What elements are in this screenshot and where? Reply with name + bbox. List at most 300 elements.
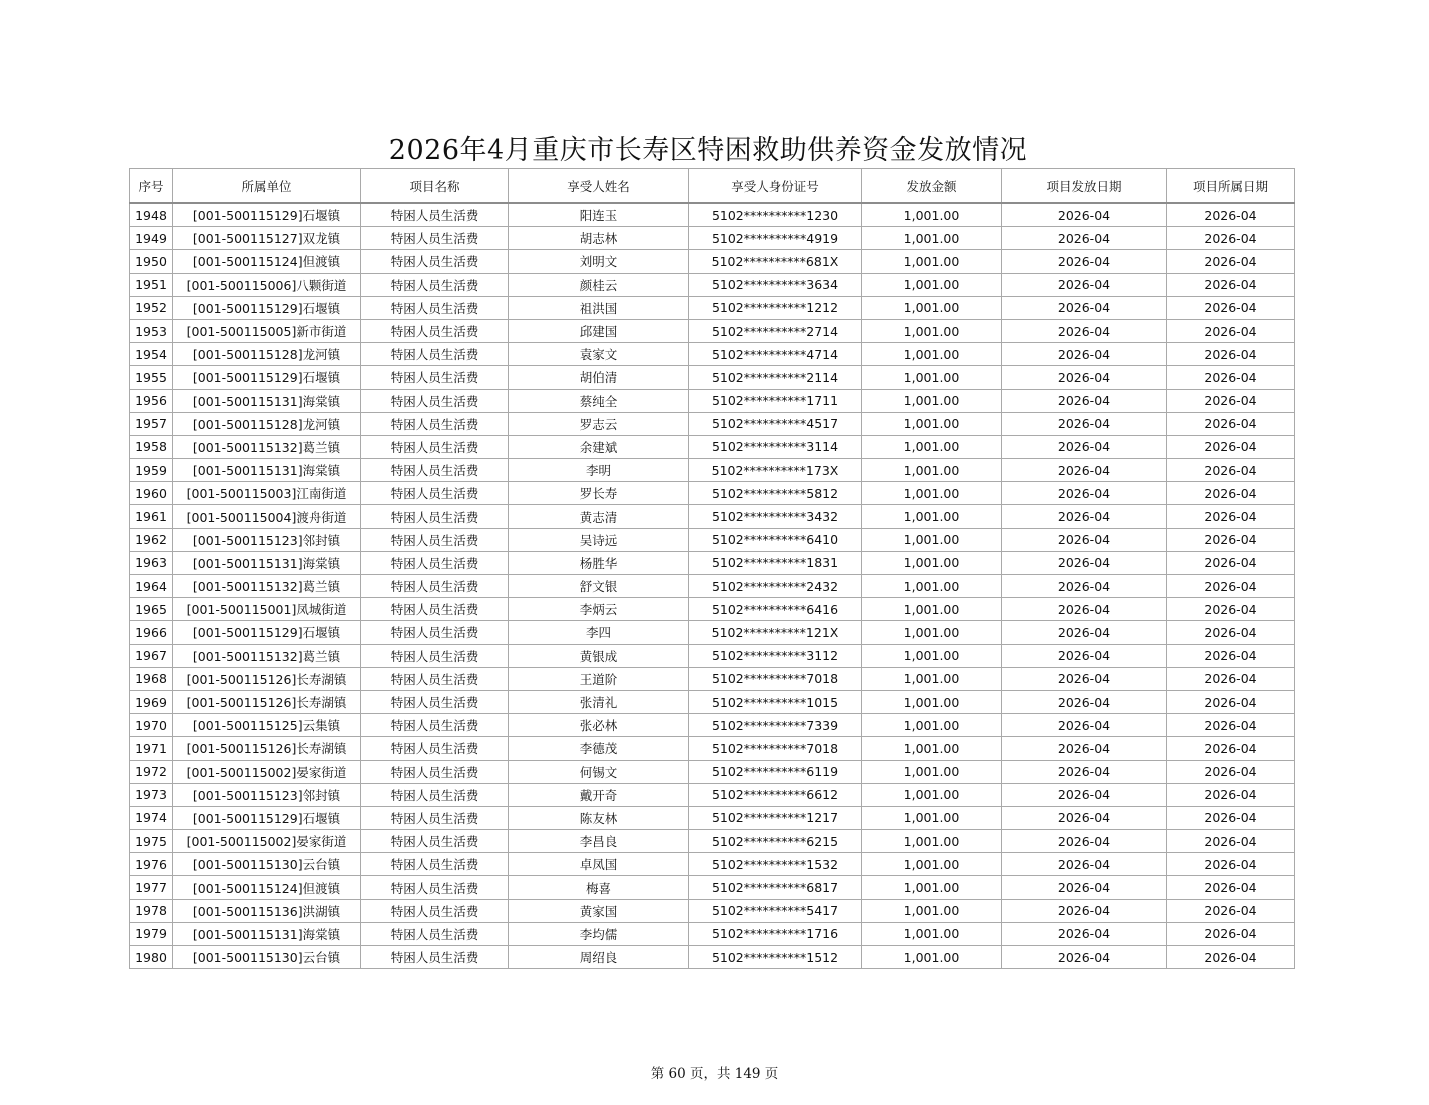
cell-amount: 1,001.00	[862, 853, 1002, 876]
cell-project: 特困人员生活费	[361, 528, 509, 551]
cell-unit: [001-500115131]海棠镇	[173, 389, 361, 412]
column-header-id-number: 享受人身份证号	[689, 169, 862, 204]
cell-period: 2026-04	[1167, 783, 1295, 806]
cell-project: 特困人员生活费	[361, 783, 509, 806]
cell-period: 2026-04	[1167, 946, 1295, 969]
cell-unit: [001-500115123]邻封镇	[173, 528, 361, 551]
cell-issue-date: 2026-04	[1002, 412, 1167, 435]
cell-issue-date: 2026-04	[1002, 296, 1167, 319]
table-row	[130, 830, 1295, 853]
cell-amount: 1,001.00	[862, 389, 1002, 412]
cell-amount: 1,001.00	[862, 621, 1002, 644]
page-number-footer: 第 60 页，共 149 页	[650, 1066, 779, 1082]
cell-name: 黄银成	[509, 644, 689, 667]
cell-period: 2026-04	[1167, 273, 1295, 296]
cell-id-number: 5102**********1230	[689, 203, 862, 227]
cell-unit: [001-500115004]渡舟街道	[173, 505, 361, 528]
cell-index: 1971	[130, 737, 173, 760]
cell-issue-date: 2026-04	[1002, 505, 1167, 528]
cell-issue-date: 2026-04	[1002, 737, 1167, 760]
cell-period: 2026-04	[1167, 621, 1295, 644]
cell-unit: [001-500115129]石堰镇	[173, 203, 361, 227]
table-row	[130, 667, 1295, 690]
cell-index: 1978	[130, 899, 173, 922]
table-row	[130, 389, 1295, 412]
table-row	[130, 203, 1295, 227]
cell-issue-date: 2026-04	[1002, 644, 1167, 667]
cell-unit: [001-500115003]江南街道	[173, 482, 361, 505]
cell-issue-date: 2026-04	[1002, 621, 1167, 644]
cell-unit: [001-500115127]双龙镇	[173, 227, 361, 250]
cell-project: 特困人员生活费	[361, 482, 509, 505]
cell-id-number: 5102**********3432	[689, 505, 862, 528]
cell-project: 特困人员生活费	[361, 667, 509, 690]
cell-name: 王道阶	[509, 667, 689, 690]
cell-name: 李均儒	[509, 922, 689, 945]
cell-unit: [001-500115128]龙河镇	[173, 343, 361, 366]
cell-index: 1957	[130, 412, 173, 435]
cell-name: 李四	[509, 621, 689, 644]
cell-id-number: 5102**********1532	[689, 853, 862, 876]
cell-project: 特困人员生活费	[361, 806, 509, 829]
cell-unit: [001-500115002]晏家街道	[173, 830, 361, 853]
payment-table	[129, 168, 1295, 969]
cell-unit: [001-500115129]石堰镇	[173, 621, 361, 644]
cell-amount: 1,001.00	[862, 667, 1002, 690]
cell-index: 1970	[130, 714, 173, 737]
cell-issue-date: 2026-04	[1002, 343, 1167, 366]
cell-index: 1955	[130, 366, 173, 389]
table-row	[130, 435, 1295, 458]
cell-amount: 1,001.00	[862, 714, 1002, 737]
cell-project: 特困人员生活费	[361, 435, 509, 458]
cell-name: 张必林	[509, 714, 689, 737]
cell-id-number: 5102**********1217	[689, 806, 862, 829]
cell-amount: 1,001.00	[862, 319, 1002, 342]
cell-amount: 1,001.00	[862, 227, 1002, 250]
cell-unit: [001-500115126]长寿湖镇	[173, 690, 361, 713]
cell-project: 特困人员生活费	[361, 737, 509, 760]
cell-unit: [001-500115124]但渡镇	[173, 250, 361, 273]
cell-issue-date: 2026-04	[1002, 760, 1167, 783]
table-row	[130, 621, 1295, 644]
cell-amount: 1,001.00	[862, 203, 1002, 227]
cell-amount: 1,001.00	[862, 922, 1002, 945]
cell-period: 2026-04	[1167, 250, 1295, 273]
cell-name: 祖洪国	[509, 296, 689, 319]
cell-unit: [001-500115132]葛兰镇	[173, 644, 361, 667]
cell-period: 2026-04	[1167, 690, 1295, 713]
cell-name: 罗志云	[509, 412, 689, 435]
cell-id-number: 5102**********1711	[689, 389, 862, 412]
cell-project: 特困人员生活费	[361, 621, 509, 644]
cell-issue-date: 2026-04	[1002, 714, 1167, 737]
cell-name: 梅喜	[509, 876, 689, 899]
cell-issue-date: 2026-04	[1002, 806, 1167, 829]
cell-period: 2026-04	[1167, 853, 1295, 876]
cell-project: 特困人员生活费	[361, 459, 509, 482]
cell-index: 1958	[130, 435, 173, 458]
cell-name: 舒文银	[509, 575, 689, 598]
cell-unit: [001-500115002]晏家街道	[173, 760, 361, 783]
page-title: 2026年4月重庆市长寿区特困救助供养资金发放情况	[388, 135, 1028, 166]
cell-id-number: 5102**********2714	[689, 319, 862, 342]
cell-project: 特困人员生活费	[361, 366, 509, 389]
cell-amount: 1,001.00	[862, 435, 1002, 458]
cell-id-number: 5102**********2114	[689, 366, 862, 389]
cell-id-number: 5102**********7018	[689, 737, 862, 760]
cell-period: 2026-04	[1167, 343, 1295, 366]
cell-name: 余建斌	[509, 435, 689, 458]
cell-name: 卓凤国	[509, 853, 689, 876]
cell-amount: 1,001.00	[862, 760, 1002, 783]
cell-period: 2026-04	[1167, 644, 1295, 667]
cell-id-number: 5102**********681X	[689, 250, 862, 273]
cell-project: 特困人员生活费	[361, 922, 509, 945]
cell-period: 2026-04	[1167, 551, 1295, 574]
cell-amount: 1,001.00	[862, 343, 1002, 366]
cell-unit: [001-500115129]石堰镇	[173, 366, 361, 389]
column-header-unit: 所属单位	[173, 169, 361, 204]
cell-name: 李昌良	[509, 830, 689, 853]
cell-issue-date: 2026-04	[1002, 389, 1167, 412]
table-row	[130, 806, 1295, 829]
cell-period: 2026-04	[1167, 203, 1295, 227]
cell-index: 1967	[130, 644, 173, 667]
cell-period: 2026-04	[1167, 389, 1295, 412]
cell-index: 1952	[130, 296, 173, 319]
header-row	[130, 169, 1295, 204]
table-row	[130, 598, 1295, 621]
cell-name: 阳连玉	[509, 203, 689, 227]
cell-unit: [001-500115005]新市街道	[173, 319, 361, 342]
column-header-name: 享受人姓名	[509, 169, 689, 204]
column-header-project: 项目名称	[361, 169, 509, 204]
cell-index: 1949	[130, 227, 173, 250]
cell-name: 陈友林	[509, 806, 689, 829]
cell-period: 2026-04	[1167, 598, 1295, 621]
table-row	[130, 250, 1295, 273]
cell-issue-date: 2026-04	[1002, 667, 1167, 690]
cell-id-number: 5102**********6817	[689, 876, 862, 899]
table-row	[130, 412, 1295, 435]
cell-period: 2026-04	[1167, 922, 1295, 945]
cell-issue-date: 2026-04	[1002, 598, 1167, 621]
cell-period: 2026-04	[1167, 296, 1295, 319]
cell-index: 1965	[130, 598, 173, 621]
cell-amount: 1,001.00	[862, 876, 1002, 899]
cell-index: 1972	[130, 760, 173, 783]
cell-id-number: 5102**********173X	[689, 459, 862, 482]
cell-unit: [001-500115123]邻封镇	[173, 783, 361, 806]
table-row	[130, 760, 1295, 783]
cell-unit: [001-500115130]云台镇	[173, 853, 361, 876]
table-row	[130, 714, 1295, 737]
cell-project: 特困人员生活费	[361, 389, 509, 412]
cell-amount: 1,001.00	[862, 690, 1002, 713]
column-header-issue-date: 项目发放日期	[1002, 169, 1167, 204]
cell-amount: 1,001.00	[862, 296, 1002, 319]
cell-index: 1968	[130, 667, 173, 690]
column-header-amount: 发放金额	[862, 169, 1002, 204]
cell-index: 1960	[130, 482, 173, 505]
cell-amount: 1,001.00	[862, 482, 1002, 505]
cell-id-number: 5102**********6612	[689, 783, 862, 806]
cell-amount: 1,001.00	[862, 946, 1002, 969]
cell-index: 1976	[130, 853, 173, 876]
table-row	[130, 899, 1295, 922]
table-row	[130, 459, 1295, 482]
cell-name: 黄志清	[509, 505, 689, 528]
column-header-index: 序号	[130, 169, 173, 204]
table-row	[130, 366, 1295, 389]
cell-period: 2026-04	[1167, 435, 1295, 458]
cell-name: 颜桂云	[509, 273, 689, 296]
cell-amount: 1,001.00	[862, 899, 1002, 922]
cell-project: 特困人员生活费	[361, 412, 509, 435]
cell-unit: [001-500115131]海棠镇	[173, 459, 361, 482]
cell-index: 1951	[130, 273, 173, 296]
cell-period: 2026-04	[1167, 459, 1295, 482]
table-row	[130, 783, 1295, 806]
cell-project: 特困人员生活费	[361, 296, 509, 319]
cell-issue-date: 2026-04	[1002, 435, 1167, 458]
cell-issue-date: 2026-04	[1002, 783, 1167, 806]
cell-unit: [001-500115001]凤城街道	[173, 598, 361, 621]
cell-unit: [001-500115136]洪湖镇	[173, 899, 361, 922]
cell-id-number: 5102**********2432	[689, 575, 862, 598]
cell-index: 1977	[130, 876, 173, 899]
cell-index: 1980	[130, 946, 173, 969]
table-row	[130, 227, 1295, 250]
cell-period: 2026-04	[1167, 366, 1295, 389]
cell-id-number: 5102**********6410	[689, 528, 862, 551]
cell-issue-date: 2026-04	[1002, 528, 1167, 551]
table-row	[130, 505, 1295, 528]
cell-amount: 1,001.00	[862, 644, 1002, 667]
cell-id-number: 5102**********121X	[689, 621, 862, 644]
table-row	[130, 343, 1295, 366]
cell-period: 2026-04	[1167, 876, 1295, 899]
cell-unit: [001-500115132]葛兰镇	[173, 575, 361, 598]
cell-name: 李德茂	[509, 737, 689, 760]
cell-project: 特困人员生活费	[361, 273, 509, 296]
cell-name: 张清礼	[509, 690, 689, 713]
cell-issue-date: 2026-04	[1002, 922, 1167, 945]
cell-project: 特困人员生活费	[361, 760, 509, 783]
cell-id-number: 5102**********3112	[689, 644, 862, 667]
cell-id-number: 5102**********1831	[689, 551, 862, 574]
cell-period: 2026-04	[1167, 714, 1295, 737]
table-row	[130, 876, 1295, 899]
cell-index: 1966	[130, 621, 173, 644]
cell-id-number: 5102**********3634	[689, 273, 862, 296]
cell-id-number: 5102**********6416	[689, 598, 862, 621]
cell-name: 戴开奇	[509, 783, 689, 806]
cell-amount: 1,001.00	[862, 737, 1002, 760]
cell-project: 特困人员生活费	[361, 227, 509, 250]
cell-id-number: 5102**********1212	[689, 296, 862, 319]
cell-project: 特困人员生活费	[361, 876, 509, 899]
cell-amount: 1,001.00	[862, 412, 1002, 435]
cell-name: 胡伯清	[509, 366, 689, 389]
cell-project: 特困人员生活费	[361, 690, 509, 713]
cell-id-number: 5102**********6215	[689, 830, 862, 853]
table-row	[130, 853, 1295, 876]
cell-id-number: 5102**********3114	[689, 435, 862, 458]
cell-period: 2026-04	[1167, 528, 1295, 551]
cell-issue-date: 2026-04	[1002, 203, 1167, 227]
cell-id-number: 5102**********4714	[689, 343, 862, 366]
cell-issue-date: 2026-04	[1002, 482, 1167, 505]
cell-issue-date: 2026-04	[1002, 876, 1167, 899]
cell-issue-date: 2026-04	[1002, 946, 1167, 969]
cell-name: 罗长寿	[509, 482, 689, 505]
cell-period: 2026-04	[1167, 575, 1295, 598]
cell-name: 何锡文	[509, 760, 689, 783]
cell-index: 1950	[130, 250, 173, 273]
cell-project: 特困人员生活费	[361, 714, 509, 737]
cell-index: 1961	[130, 505, 173, 528]
cell-index: 1954	[130, 343, 173, 366]
cell-project: 特困人员生活费	[361, 853, 509, 876]
cell-index: 1962	[130, 528, 173, 551]
cell-index: 1979	[130, 922, 173, 945]
cell-issue-date: 2026-04	[1002, 853, 1167, 876]
cell-issue-date: 2026-04	[1002, 250, 1167, 273]
cell-amount: 1,001.00	[862, 366, 1002, 389]
cell-index: 1963	[130, 551, 173, 574]
table-row	[130, 644, 1295, 667]
cell-project: 特困人员生活费	[361, 250, 509, 273]
cell-project: 特困人员生活费	[361, 946, 509, 969]
table-row	[130, 575, 1295, 598]
cell-issue-date: 2026-04	[1002, 459, 1167, 482]
cell-period: 2026-04	[1167, 806, 1295, 829]
cell-project: 特困人员生活费	[361, 343, 509, 366]
cell-name: 邱建国	[509, 319, 689, 342]
cell-amount: 1,001.00	[862, 783, 1002, 806]
table-row	[130, 946, 1295, 969]
cell-index: 1948	[130, 203, 173, 227]
cell-name: 李明	[509, 459, 689, 482]
cell-index: 1974	[130, 806, 173, 829]
cell-period: 2026-04	[1167, 319, 1295, 342]
cell-amount: 1,001.00	[862, 575, 1002, 598]
cell-project: 特困人员生活费	[361, 644, 509, 667]
cell-name: 吴诗远	[509, 528, 689, 551]
cell-name: 胡志林	[509, 227, 689, 250]
cell-unit: [001-500115126]长寿湖镇	[173, 667, 361, 690]
cell-index: 1973	[130, 783, 173, 806]
cell-index: 1969	[130, 690, 173, 713]
cell-index: 1956	[130, 389, 173, 412]
cell-project: 特困人员生活费	[361, 598, 509, 621]
cell-amount: 1,001.00	[862, 459, 1002, 482]
cell-id-number: 5102**********5812	[689, 482, 862, 505]
cell-name: 李炳云	[509, 598, 689, 621]
cell-project: 特困人员生活费	[361, 575, 509, 598]
table-row	[130, 690, 1295, 713]
cell-issue-date: 2026-04	[1002, 551, 1167, 574]
cell-id-number: 5102**********7339	[689, 714, 862, 737]
cell-id-number: 5102**********1716	[689, 922, 862, 945]
cell-project: 特困人员生活费	[361, 899, 509, 922]
cell-unit: [001-500115130]云台镇	[173, 946, 361, 969]
table-row	[130, 737, 1295, 760]
cell-issue-date: 2026-04	[1002, 830, 1167, 853]
cell-amount: 1,001.00	[862, 806, 1002, 829]
cell-amount: 1,001.00	[862, 273, 1002, 296]
cell-index: 1975	[130, 830, 173, 853]
cell-amount: 1,001.00	[862, 551, 1002, 574]
cell-unit: [001-500115006]八颗街道	[173, 273, 361, 296]
cell-project: 特困人员生活费	[361, 319, 509, 342]
cell-unit: [001-500115131]海棠镇	[173, 922, 361, 945]
cell-project: 特困人员生活费	[361, 830, 509, 853]
table-row	[130, 551, 1295, 574]
cell-issue-date: 2026-04	[1002, 319, 1167, 342]
cell-issue-date: 2026-04	[1002, 690, 1167, 713]
cell-period: 2026-04	[1167, 227, 1295, 250]
cell-period: 2026-04	[1167, 505, 1295, 528]
cell-unit: [001-500115129]石堰镇	[173, 296, 361, 319]
cell-issue-date: 2026-04	[1002, 273, 1167, 296]
cell-name: 蔡纯全	[509, 389, 689, 412]
cell-unit: [001-500115128]龙河镇	[173, 412, 361, 435]
cell-issue-date: 2026-04	[1002, 227, 1167, 250]
cell-amount: 1,001.00	[862, 598, 1002, 621]
cell-period: 2026-04	[1167, 899, 1295, 922]
cell-unit: [001-500115129]石堰镇	[173, 806, 361, 829]
table-body	[130, 203, 1295, 969]
cell-unit: [001-500115124]但渡镇	[173, 876, 361, 899]
cell-amount: 1,001.00	[862, 505, 1002, 528]
cell-name: 袁家文	[509, 343, 689, 366]
cell-id-number: 5102**********4517	[689, 412, 862, 435]
cell-name: 刘明文	[509, 250, 689, 273]
cell-period: 2026-04	[1167, 482, 1295, 505]
cell-unit: [001-500115131]海棠镇	[173, 551, 361, 574]
cell-id-number: 5102**********5417	[689, 899, 862, 922]
cell-project: 特困人员生活费	[361, 551, 509, 574]
cell-id-number: 5102**********1015	[689, 690, 862, 713]
table-row	[130, 922, 1295, 945]
cell-period: 2026-04	[1167, 760, 1295, 783]
table-row	[130, 528, 1295, 551]
cell-index: 1953	[130, 319, 173, 342]
column-header-period: 项目所属日期	[1167, 169, 1295, 204]
cell-index: 1959	[130, 459, 173, 482]
cell-id-number: 5102**********1512	[689, 946, 862, 969]
cell-issue-date: 2026-04	[1002, 575, 1167, 598]
cell-period: 2026-04	[1167, 667, 1295, 690]
cell-index: 1964	[130, 575, 173, 598]
cell-period: 2026-04	[1167, 830, 1295, 853]
table-row	[130, 482, 1295, 505]
table-row	[130, 296, 1295, 319]
cell-name: 杨胜华	[509, 551, 689, 574]
cell-id-number: 5102**********7018	[689, 667, 862, 690]
cell-project: 特困人员生活费	[361, 505, 509, 528]
cell-amount: 1,001.00	[862, 528, 1002, 551]
cell-unit: [001-500115125]云集镇	[173, 714, 361, 737]
table-row	[130, 319, 1295, 342]
cell-period: 2026-04	[1167, 412, 1295, 435]
cell-project: 特困人员生活费	[361, 203, 509, 227]
cell-amount: 1,001.00	[862, 250, 1002, 273]
cell-id-number: 5102**********4919	[689, 227, 862, 250]
